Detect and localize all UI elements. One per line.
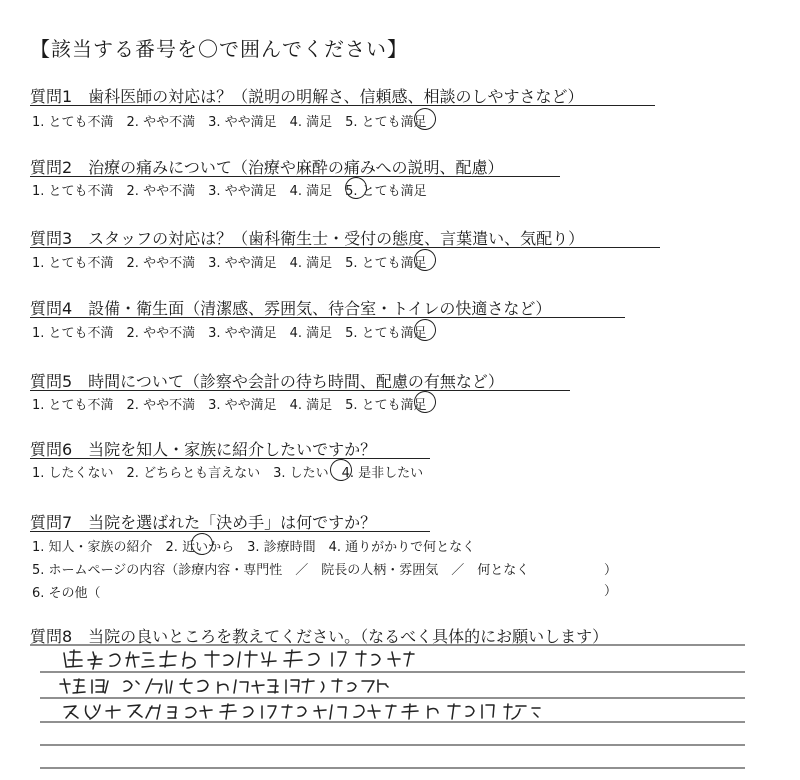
handwriting-row-2 (60, 679, 388, 693)
question-6-options: 1. したくない 2. どちらとも言えない 3. したい 4. 是非したい (32, 466, 424, 481)
question-7-title: 質問7 当院を選ばれた「決め手」は何ですか？ (30, 513, 377, 532)
question-3-title: 質問3 スタッフの対応は？（歯科衛生士・受付の態度、言葉遣い、気配り） (30, 229, 585, 248)
question-2-options: 1. とても不満 2. やや不満 3. やや満足 4. 満足 5. とても満足 (32, 184, 427, 199)
question-7-option-line-3-close: ） (604, 584, 618, 599)
question-7-option-line-2: 5. ホームページの内容（診療内容・専門性 ／ 院長の人柄・雰囲気 ／ 何となく (32, 563, 530, 578)
question-5-title: 質問5 時間について（診察や会計の待ち時間、配慮の有無など） (30, 372, 504, 391)
question-3-options: 1. とても不満 2. やや不満 3. やや満足 4. 満足 5. とても満足 (32, 256, 427, 271)
handwriting-row-1 (64, 650, 414, 669)
question-6-title: 質問6 当院を知人・家族に紹介したいですか？ (30, 440, 377, 459)
form-header: 【該当する番号を〇で囲んでください】 (30, 37, 408, 61)
question-1-options: 1. とても不満 2. やや不満 3. やや満足 4. 満足 5. とても満足 (32, 115, 427, 130)
question-2-title: 質問2 治療の痛みについて（治療や麻酔の痛みへの説明、配慮） (30, 158, 504, 177)
question-7-option-line-1: 1. 知人・家族の紹介 2. 近いから 3. 診療時間 4. 通りがかりで何となく (32, 540, 476, 555)
question-7-option-line-2-close: ） (604, 563, 618, 578)
question-7-option-line-3: 6. その他（ (32, 586, 101, 601)
question-4-title: 質問4 設備・衛生面（清潔感、雰囲気、待合室・トイレの快適さなど） (30, 299, 552, 318)
question-8-title: 質問8 当院の良いところを教えてください。（なるべく具体的にお願いします） (30, 627, 609, 646)
question-4-options: 1. とても不満 2. やや不満 3. やや満足 4. 満足 5. とても満足 (32, 326, 427, 341)
question-5-options: 1. とても不満 2. やや不満 3. やや満足 4. 満足 5. とても満足 (32, 398, 427, 413)
question-1-title: 質問1 歯科医師の対応は？（説明の明解さ、信頼感、相談のしやすさなど） (30, 87, 584, 106)
handwriting-row-3 (64, 704, 540, 719)
